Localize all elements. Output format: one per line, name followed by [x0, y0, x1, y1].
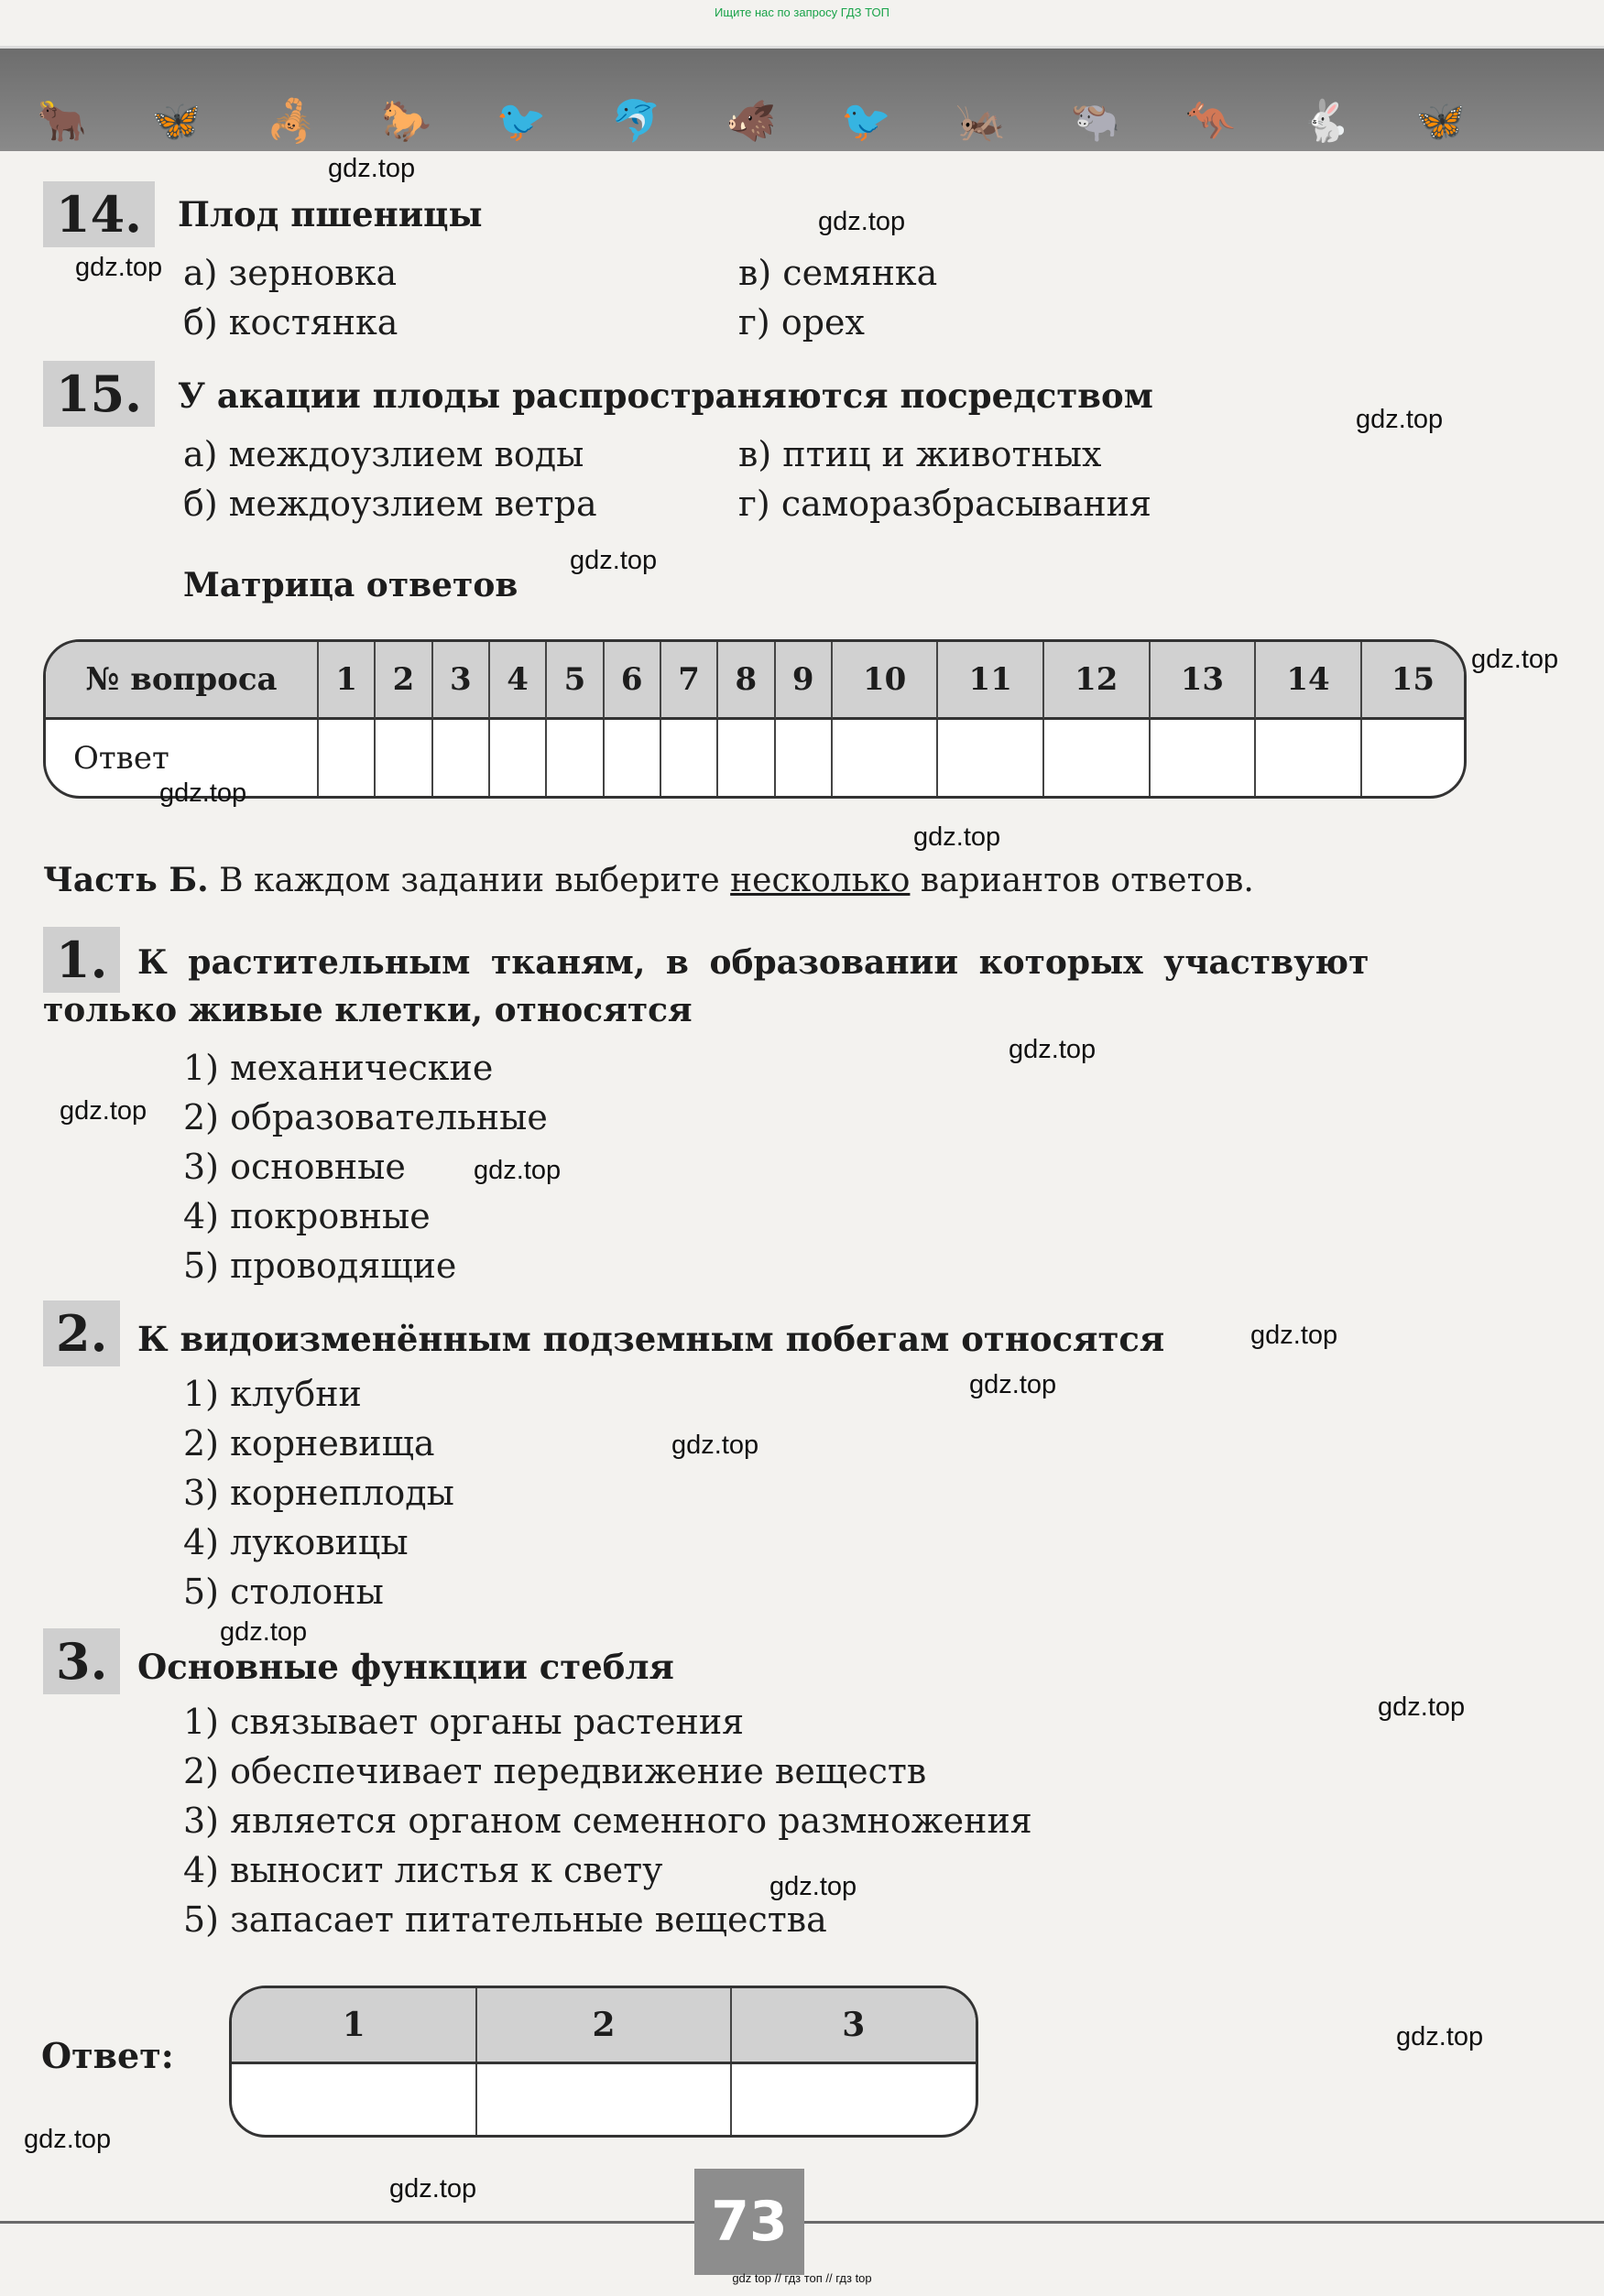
- answer-option: 2) образовательные: [183, 1097, 548, 1137]
- watermark: gdz.top: [1356, 405, 1444, 434]
- matrix-col: 1: [319, 642, 376, 720]
- watermark: gdz.top: [24, 2125, 112, 2154]
- answer-matrix: [43, 639, 1467, 799]
- watermark: gdz.top: [913, 822, 1001, 852]
- buffalo-icon: 🐃: [1070, 98, 1121, 145]
- matrix-col: 10: [833, 642, 939, 720]
- question-number: 2.: [43, 1300, 120, 1366]
- answer-table: [229, 1986, 978, 2138]
- answer-cell[interactable]: [476, 2063, 730, 2136]
- answer-cell[interactable]: [661, 720, 718, 796]
- matrix-col: 8: [718, 642, 775, 720]
- matrix-row-head: № вопроса: [46, 642, 319, 720]
- answer-cell[interactable]: [433, 720, 490, 796]
- bird-icon: 🐦: [496, 98, 547, 145]
- watermark: gdz.top: [1009, 1035, 1097, 1064]
- answer-col: 2: [476, 1988, 730, 2063]
- watermark: gdz.top: [60, 1096, 147, 1126]
- answer-cell[interactable]: [1044, 720, 1151, 796]
- bottom-note: gdz top // гдз топ // гдз top: [732, 2271, 872, 2285]
- answer-col: 3: [731, 1988, 977, 2063]
- answer-option: г) саморазбрасывания: [738, 484, 1151, 524]
- question-text-cont: только живые клетки, относятся: [43, 991, 693, 1029]
- insect-icon: 🦗: [955, 98, 1007, 145]
- answer-cell[interactable]: [718, 720, 775, 796]
- answer-cell[interactable]: [490, 720, 547, 796]
- question-text: Плод пшеницы: [178, 194, 483, 234]
- horse-icon: 🐎: [381, 98, 432, 145]
- watermark: gdz.top: [474, 1156, 562, 1185]
- matrix-col: 14: [1256, 642, 1362, 720]
- answer-option: 4) луковицы: [183, 1522, 409, 1562]
- matrix-title: Матрица ответов: [183, 566, 518, 604]
- answer-option: 1) механические: [183, 1048, 494, 1088]
- question-number: 3.: [43, 1628, 120, 1694]
- answer-option: б) костянка: [183, 302, 398, 343]
- answer-label: Ответ:: [41, 2035, 174, 2076]
- part-b-text: В каждом задании выберите: [208, 862, 731, 899]
- watermark: gdz.top: [1396, 2022, 1484, 2051]
- answer-cell[interactable]: [319, 720, 376, 796]
- answer-option: а) зерновка: [183, 253, 398, 293]
- watermark: gdz.top: [570, 546, 658, 575]
- answer-option: 4) выносит листья к свету: [183, 1850, 663, 1890]
- answer-option: в) птиц и животных: [738, 434, 1102, 474]
- matrix-answer-label: Ответ: [46, 720, 319, 796]
- rabbit-icon: 🐇: [1300, 98, 1351, 145]
- part-b-lead: Часть Б.: [43, 861, 209, 899]
- answer-option: в) семянка: [738, 253, 938, 293]
- dolphin-icon: 🐬: [611, 98, 661, 145]
- answer-cell[interactable]: [232, 2063, 476, 2136]
- answer-cell[interactable]: [1256, 720, 1362, 796]
- question-number: 1.: [43, 927, 120, 993]
- bull-icon: 🐂: [37, 98, 87, 145]
- question-text: К растительным тканям, в образовании которых участвуют: [137, 943, 1369, 982]
- matrix-col: 11: [938, 642, 1044, 720]
- watermark: gdz.top: [220, 1617, 308, 1647]
- part-b-text-end: вариантов ответов.: [910, 862, 1254, 899]
- matrix-col: 5: [547, 642, 604, 720]
- question-number: 14.: [43, 181, 155, 247]
- answer-option: 2) корневища: [183, 1423, 435, 1464]
- matrix-col: 12: [1044, 642, 1151, 720]
- answer-option: 5) запасает питательные вещества: [183, 1899, 827, 1940]
- answer-cell[interactable]: [547, 720, 604, 796]
- butterfly-icon: 🦋: [1415, 98, 1466, 145]
- answer-option: 5) проводящие: [183, 1246, 457, 1286]
- answer-cell[interactable]: [731, 2063, 977, 2136]
- watermark: gdz.top: [1471, 645, 1559, 674]
- top-note: Ищите нас по запросу ГДЗ ТОП: [715, 5, 889, 19]
- answer-option: г) орех: [738, 302, 865, 343]
- watermark: gdz.top: [671, 1431, 759, 1460]
- watermark: gdz.top: [969, 1370, 1057, 1399]
- watermark: gdz.top: [1378, 1692, 1466, 1722]
- answer-cell[interactable]: [776, 720, 833, 796]
- answer-cell[interactable]: [1362, 720, 1464, 796]
- matrix-col: 2: [376, 642, 432, 720]
- question-number: 15.: [43, 361, 155, 427]
- question-text: Основные функции стебля: [137, 1647, 674, 1687]
- answer-option: 3) корнеплоды: [183, 1473, 454, 1513]
- watermark: gdz.top: [818, 207, 906, 236]
- answer-option: 2) обеспечивает передвижение веществ: [183, 1751, 927, 1791]
- butterfly-icon: 🦋: [151, 98, 202, 145]
- matrix-col: 15: [1362, 642, 1464, 720]
- question-text: К видоизменённым подземным побегам относятся: [137, 1319, 1165, 1359]
- matrix-col: 13: [1151, 642, 1257, 720]
- scorpion-icon: 🦂: [266, 98, 317, 145]
- answer-option: 1) связывает органы растения: [183, 1702, 745, 1742]
- answer-cell[interactable]: [938, 720, 1044, 796]
- watermark: gdz.top: [769, 1872, 857, 1901]
- answer-cell[interactable]: [605, 720, 661, 796]
- matrix-col: 7: [661, 642, 718, 720]
- answer-option: 5) столоны: [183, 1572, 384, 1612]
- heron-icon: 🐦: [840, 98, 891, 145]
- watermark: gdz.top: [75, 253, 163, 282]
- watermark: gdz.top: [328, 154, 416, 183]
- answer-option: 3) основные: [183, 1147, 406, 1187]
- boar-icon: 🐗: [726, 98, 777, 145]
- watermark: gdz.top: [159, 778, 247, 808]
- answer-cell[interactable]: [833, 720, 939, 796]
- part-b-underlined: несколько: [730, 862, 911, 899]
- answer-option: 3) является органом семенного размножения: [183, 1801, 1032, 1841]
- show-through: [1264, 183, 1594, 568]
- kangaroo-icon: 🦘: [1185, 98, 1237, 145]
- answer-option: 4) покровные: [183, 1196, 431, 1236]
- matrix-col: 3: [433, 642, 490, 720]
- part-b-heading: [43, 861, 1254, 899]
- answer-col: 1: [232, 1988, 476, 2063]
- question-text: У акации плоды распространяются посредством: [178, 375, 1153, 416]
- banner-icons: [37, 99, 1466, 145]
- answer-option: а) междоузлием воды: [183, 434, 584, 474]
- watermark: gdz.top: [1250, 1321, 1338, 1350]
- answer-option: 1) клубни: [183, 1374, 362, 1414]
- answer-option: б) междоузлием ветра: [183, 484, 597, 524]
- matrix-col: 9: [776, 642, 833, 720]
- answer-cell[interactable]: [376, 720, 432, 796]
- answer-cell[interactable]: [1151, 720, 1257, 796]
- watermark: gdz.top: [389, 2174, 477, 2204]
- page-number: 73: [694, 2169, 804, 2275]
- matrix-col: 4: [490, 642, 547, 720]
- matrix-col: 6: [605, 642, 661, 720]
